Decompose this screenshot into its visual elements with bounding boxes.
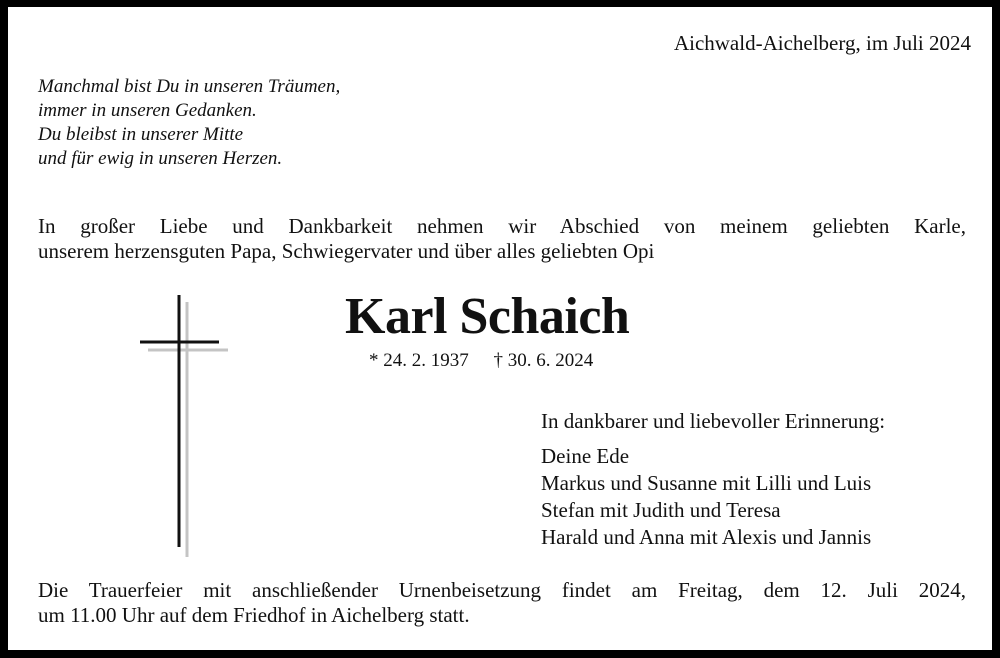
service-line: Die Trauerfeier mit anschließender Urnenbeisetzung findet am Freitag, dem 12. Juli 2024, [38,578,966,602]
poem-line: Du bleibst in unserer Mitte [38,124,244,145]
birth-date: * 24. 2. 1937 [369,350,469,371]
service-details [38,578,966,628]
obituary-notice [8,7,992,650]
intro-line: In großer Liebe und Dankbarkeit nehmen wir Abschied von meinem geliebten Karle, [38,214,966,238]
poem-line: Manchmal bist Du in unseren Träumen, [38,76,341,97]
mourner: Stefan mit Judith und Teresa [541,498,781,522]
mourner: Markus und Susanne mit Lilli und Luis [541,471,872,495]
deceased-name: Karl Schaich [345,288,630,345]
intro-line: unserem herzensguten Papa, Schwiegervater und über alles geliebten Opi [38,239,655,263]
remembrance-heading: In dankbarer und liebevoller Erinnerung: [541,409,886,433]
place-and-date: Aichwald-Aichelberg, im Juli 2024 [673,31,971,55]
mourner: Deine Ede [541,444,630,468]
mourners-list [541,443,871,551]
service-line: um 11.00 Uhr auf dem Friedhof in Aichelberg statt. [38,603,470,627]
mourner: Harald und Anna mit Alexis und Jannis [541,525,872,549]
poem-line: immer in unseren Gedanken. [38,100,257,121]
poem-line: und für ewig in unseren Herzen. [38,148,283,169]
death-date: † 30. 6. 2024 [493,350,594,371]
life-dates [369,350,613,372]
